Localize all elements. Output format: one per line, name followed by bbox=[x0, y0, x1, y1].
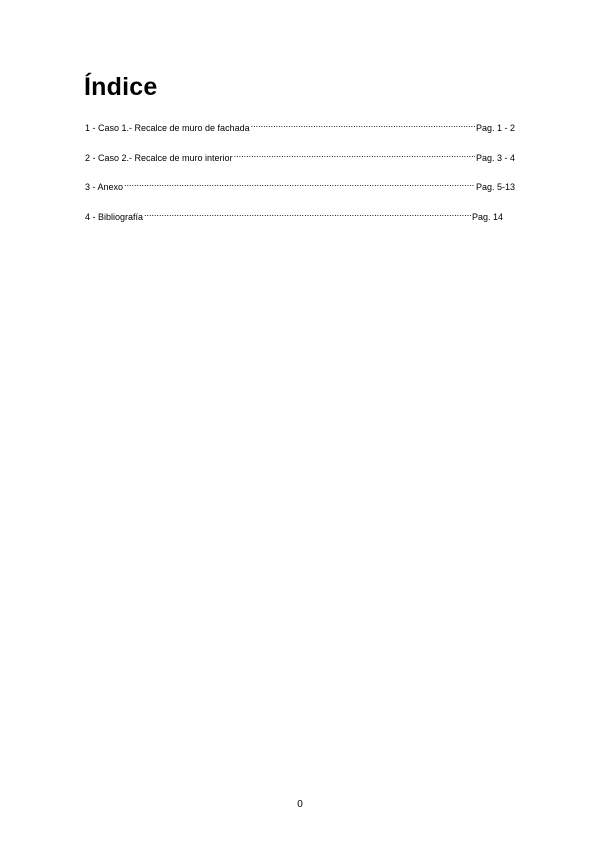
toc-entry-3 bbox=[85, 176, 515, 190]
toc-dot-leader bbox=[144, 206, 471, 220]
toc-entry-2 bbox=[85, 147, 515, 161]
toc-dot-leader bbox=[251, 117, 475, 131]
toc-entry-1 bbox=[85, 117, 515, 131]
toc-dot-leader bbox=[234, 147, 475, 161]
toc-entry-4 bbox=[85, 206, 515, 220]
toc-dot-leader bbox=[124, 176, 475, 190]
toc-entry-page: Pag. 14 bbox=[471, 211, 503, 222]
index-title: Índice bbox=[84, 73, 158, 101]
toc-entry-page: Pag. 1 - 2 bbox=[475, 123, 515, 133]
toc-entry-label: 3 - Anexo bbox=[85, 182, 124, 192]
toc-entry-page: Pag. 3 - 4 bbox=[475, 152, 515, 163]
toc-entry-page: Pag. 5-13 bbox=[475, 182, 515, 192]
toc-entry-label: 2 - Caso 2.- Recalce de muro interior bbox=[85, 152, 233, 163]
toc-entry-label: 4 - Bibliografía bbox=[85, 211, 144, 222]
table-of-contents bbox=[85, 117, 515, 235]
page-number: 0 bbox=[297, 799, 303, 810]
toc-entry-label: 1 - Caso 1.- Recalce de muro de fachada bbox=[85, 123, 250, 133]
